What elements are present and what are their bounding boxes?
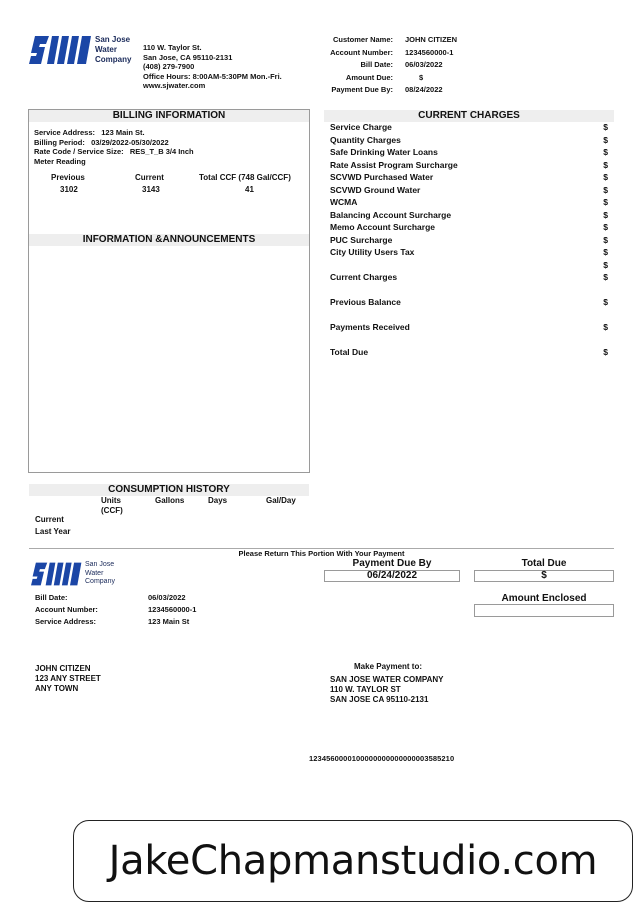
sjw-logo-icon xyxy=(31,561,83,587)
balance-summary xyxy=(330,297,608,360)
stub-bill-date-label: Bill Date: xyxy=(35,593,68,602)
due-by-label: Payment Due By xyxy=(352,558,432,569)
return-note: Please Return This Portion With Your Payment xyxy=(238,549,405,558)
total-due-row: Total Due $ xyxy=(330,347,608,357)
company-name: San Jose Water Company xyxy=(95,35,132,64)
units-header: Units (CCF) xyxy=(101,496,123,515)
payment-due-label: Payment Due By: xyxy=(331,85,393,94)
consumption-row-last-year: Last Year xyxy=(35,527,71,536)
bill-date-value: 06/03/2022 xyxy=(405,60,443,69)
stub-service-address-label: Service Address: xyxy=(35,617,97,626)
meter-total-header: Total CCF (748 Gal/CCF) xyxy=(199,173,291,182)
charge-row: SCVWD Purchased Water $ xyxy=(330,172,608,182)
payment-due-value: 08/24/2022 xyxy=(405,85,443,94)
meter-total-value: 41 xyxy=(245,185,254,194)
amount-due-value: $ xyxy=(419,72,424,82)
days-header: Days xyxy=(208,496,228,505)
meter-previous-value: 3102 xyxy=(60,185,78,194)
payee-address: SAN JOSE WATER COMPANY 110 W. TAYLOR ST SAN JOSE CA 95110-2131 xyxy=(330,675,444,704)
rate-code-line: Rate Code / Service Size: RES_T_B 3/4 Inch xyxy=(34,147,194,156)
customer-name-value: JOHN CITIZEN xyxy=(405,35,458,44)
gallons-header: Gallons xyxy=(155,496,185,505)
customer-summary xyxy=(310,35,510,98)
previous-balance-row: Previous Balance $ xyxy=(330,297,608,307)
billing-info-header: BILLING INFORMATION xyxy=(29,110,309,122)
account-number-label: Account Number: xyxy=(330,47,393,57)
due-by-box: 06/24/2022 xyxy=(324,570,460,582)
billing-details xyxy=(34,128,304,166)
stub-company-name: San Jose Water Company xyxy=(85,561,115,586)
meter-headers xyxy=(29,173,309,183)
stub-account-number-value: 1234560000-1 xyxy=(148,605,197,614)
meter-previous-header: Previous xyxy=(51,173,85,182)
sjw-logo-icon xyxy=(29,34,93,66)
company-logo xyxy=(29,34,131,66)
charge-row: WCMA $ xyxy=(330,197,608,207)
charge-row: PUC Surcharge $ xyxy=(330,234,608,245)
info-announcements-header: INFORMATION &ANNOUNCEMENTS xyxy=(29,234,309,246)
consumption-row-current: Current xyxy=(35,515,64,524)
make-payment-label: Make Payment to: xyxy=(354,662,423,671)
mailing-address: JOHN CITIZEN 123 ANY STREET ANY TOWN xyxy=(35,664,101,693)
scanline: 1234560000100000000000000003585210 xyxy=(309,754,455,763)
consumption-rows xyxy=(35,515,70,539)
amount-due-label: Amount Due: xyxy=(345,72,393,82)
stub-bill-date-value: 06/03/2022 xyxy=(148,593,186,602)
bill-date-label: Bill Date: xyxy=(360,60,393,69)
stub-account-number-label: Account Number: xyxy=(35,605,98,614)
gal-day-header: Gal/Day xyxy=(266,496,296,505)
charge-row: Balancing Account Surcharge $ xyxy=(330,209,608,220)
charges-list xyxy=(330,122,608,285)
charge-row: Memo Account Surcharge $ xyxy=(330,222,608,232)
stub-logo xyxy=(31,561,115,587)
total-due-label: Total Due xyxy=(521,558,567,569)
current-charges-row: Current Charges $ xyxy=(330,272,608,282)
consumption-history-header: CONSUMPTION HISTORY xyxy=(29,484,309,496)
stub-details xyxy=(35,593,235,629)
meter-current-header: Current xyxy=(135,173,164,182)
charge-row: Service Charge $ xyxy=(330,122,608,132)
charge-row: Quantity Charges $ xyxy=(330,134,608,145)
billing-period-line: Billing Period: 03/29/2022-05/30/2022 xyxy=(34,137,169,147)
account-number-value: 1234560000-1 xyxy=(405,47,454,57)
watermark-banner xyxy=(73,820,633,902)
charge-row: $ xyxy=(603,259,608,270)
total-due-box: $ xyxy=(474,570,614,582)
charge-row: Rate Assist Program Surcharge $ xyxy=(330,159,608,170)
current-charges-header: CURRENT CHARGES xyxy=(324,110,614,122)
watermark-text: JakeChapmanstudio.com xyxy=(108,838,598,884)
amount-enclosed-field[interactable] xyxy=(474,604,614,617)
consumption-headers xyxy=(29,496,309,518)
service-address-line: Service Address: 123 Main St. xyxy=(34,128,145,137)
company-address: 110 W. Taylor St. San Jose, CA 95110-2131 (408) 279-7900 Office Hours: 8:00AM-5:30PM Mon.-Fri. www.sjwater.com xyxy=(143,43,282,90)
charge-row: City Utility Users Tax $ xyxy=(330,247,608,257)
meter-values xyxy=(29,185,309,195)
charge-row: SCVWD Ground Water $ xyxy=(330,184,608,195)
meter-current-value: 3143 xyxy=(142,185,160,194)
customer-name-label: Customer Name: xyxy=(332,35,393,44)
charge-row: Safe Drinking Water Loans $ xyxy=(330,147,608,157)
meter-reading-line: Meter Reading xyxy=(34,156,86,166)
amount-enclosed-label: Amount Enclosed xyxy=(501,593,587,604)
payments-received-row: Payments Received $ xyxy=(330,322,608,332)
stub-service-address-value: 123 Main St xyxy=(148,617,190,626)
